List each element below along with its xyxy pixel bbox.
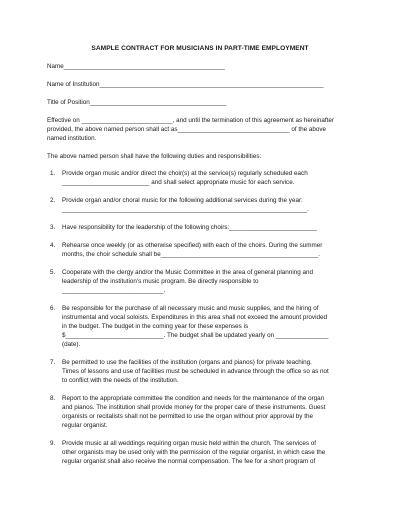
item-line: Cooperate with the clergy and/or the Music Committee in the area of general planning and: [62, 269, 313, 276]
item-number: 9.: [50, 440, 56, 447]
item-line: _____________________________.: [62, 287, 166, 294]
item-line: Report to the appropriate committee the condition and needs for the maintenance of the organ: [62, 395, 325, 402]
item-line: $____________________________. The budget shall be updated yearly on _______________: [62, 332, 329, 339]
name-field: Name______________________________________________: [47, 63, 225, 70]
item-number: 8.: [50, 395, 56, 402]
item-number: 2.: [50, 197, 56, 204]
position-field: Title of Position_______________________________________: [47, 99, 227, 106]
item-number: 7.: [50, 359, 56, 366]
item-line: _________________________ and shall select appropriate music for each service.: [62, 179, 295, 186]
item-number: 1.: [50, 170, 56, 177]
item-line: instrumental and vocal soloists. Expenditures in this area shall not exceed the amount provided: [62, 314, 327, 321]
item-line: Rehearse once weekly (or as otherwise specified) with each of the choirs. During the summer: [62, 242, 323, 249]
item-line: leadership of the institution's music program. Be directly responsible to: [62, 278, 259, 285]
item-line: Provide organ and/or choral music for the following additional services during the year:: [62, 197, 303, 204]
effective-line: named institution.: [47, 135, 97, 142]
item-line: Be responsible for the purchase of all necessary music and music supplies, and the hiring of: [62, 305, 319, 312]
item-line: Be permitted to use the facilities of the institution (organs and pianos) for private teaching.: [62, 359, 312, 366]
item-line: regular organist.: [62, 422, 108, 429]
item-number: 4.: [50, 242, 56, 249]
effective-line: Effective on __________________________, and until the termination of this agreement as hereinafter: [47, 117, 334, 124]
item-line: regular organist shall also receive the normal compensation. The fee for a short program of: [62, 458, 316, 465]
item-line: (date).: [62, 341, 81, 348]
item-number: 6.: [50, 305, 56, 312]
duties-intro: The above named person shall have the following duties and responsibilities:: [47, 153, 262, 160]
item-line: in the budget. The budget in the coming year for these expenses is: [62, 323, 249, 330]
document-title: SAMPLE CONTRACT FOR MUSICIANS IN PART-TIME EMPLOYMENT: [91, 45, 309, 52]
item-line: Provide music at all weddings requiring organ music held within the church. The services of: [62, 440, 316, 447]
institution-field: Name of Institution________________________________________________________________: [47, 81, 324, 88]
item-number: 3.: [50, 224, 56, 231]
item-line: months, the choir schedule shall be_____________________________________________.: [62, 251, 321, 258]
item-line: and pianos. The institution shall provide money for the proper care of these instruments. Guest: [62, 404, 326, 411]
item-line: organists or recitalists shall not be permitted to use the organ without prior approval by the: [62, 413, 313, 420]
item-line: to conflict with the needs of the institution.: [62, 377, 179, 384]
effective-line: provided, the above named person shall act as________________________________ of the above: [47, 126, 327, 133]
item-line: Have responsibility for the leadership of the following choirs:_________________________: [62, 224, 317, 231]
item-line: Provide organ music and/or direct the choir(s) at the service(s) regularly scheduled each: [62, 170, 308, 177]
item-line: other organists may be used only with the permission of the regular organist, in which case the: [62, 449, 326, 456]
item-number: 5.: [50, 269, 56, 276]
item-line: Times of lessons and use of facilities must be scheduled in advance through the office so as not: [62, 368, 329, 375]
item-line: ______________________________________________________________________.: [62, 206, 309, 213]
